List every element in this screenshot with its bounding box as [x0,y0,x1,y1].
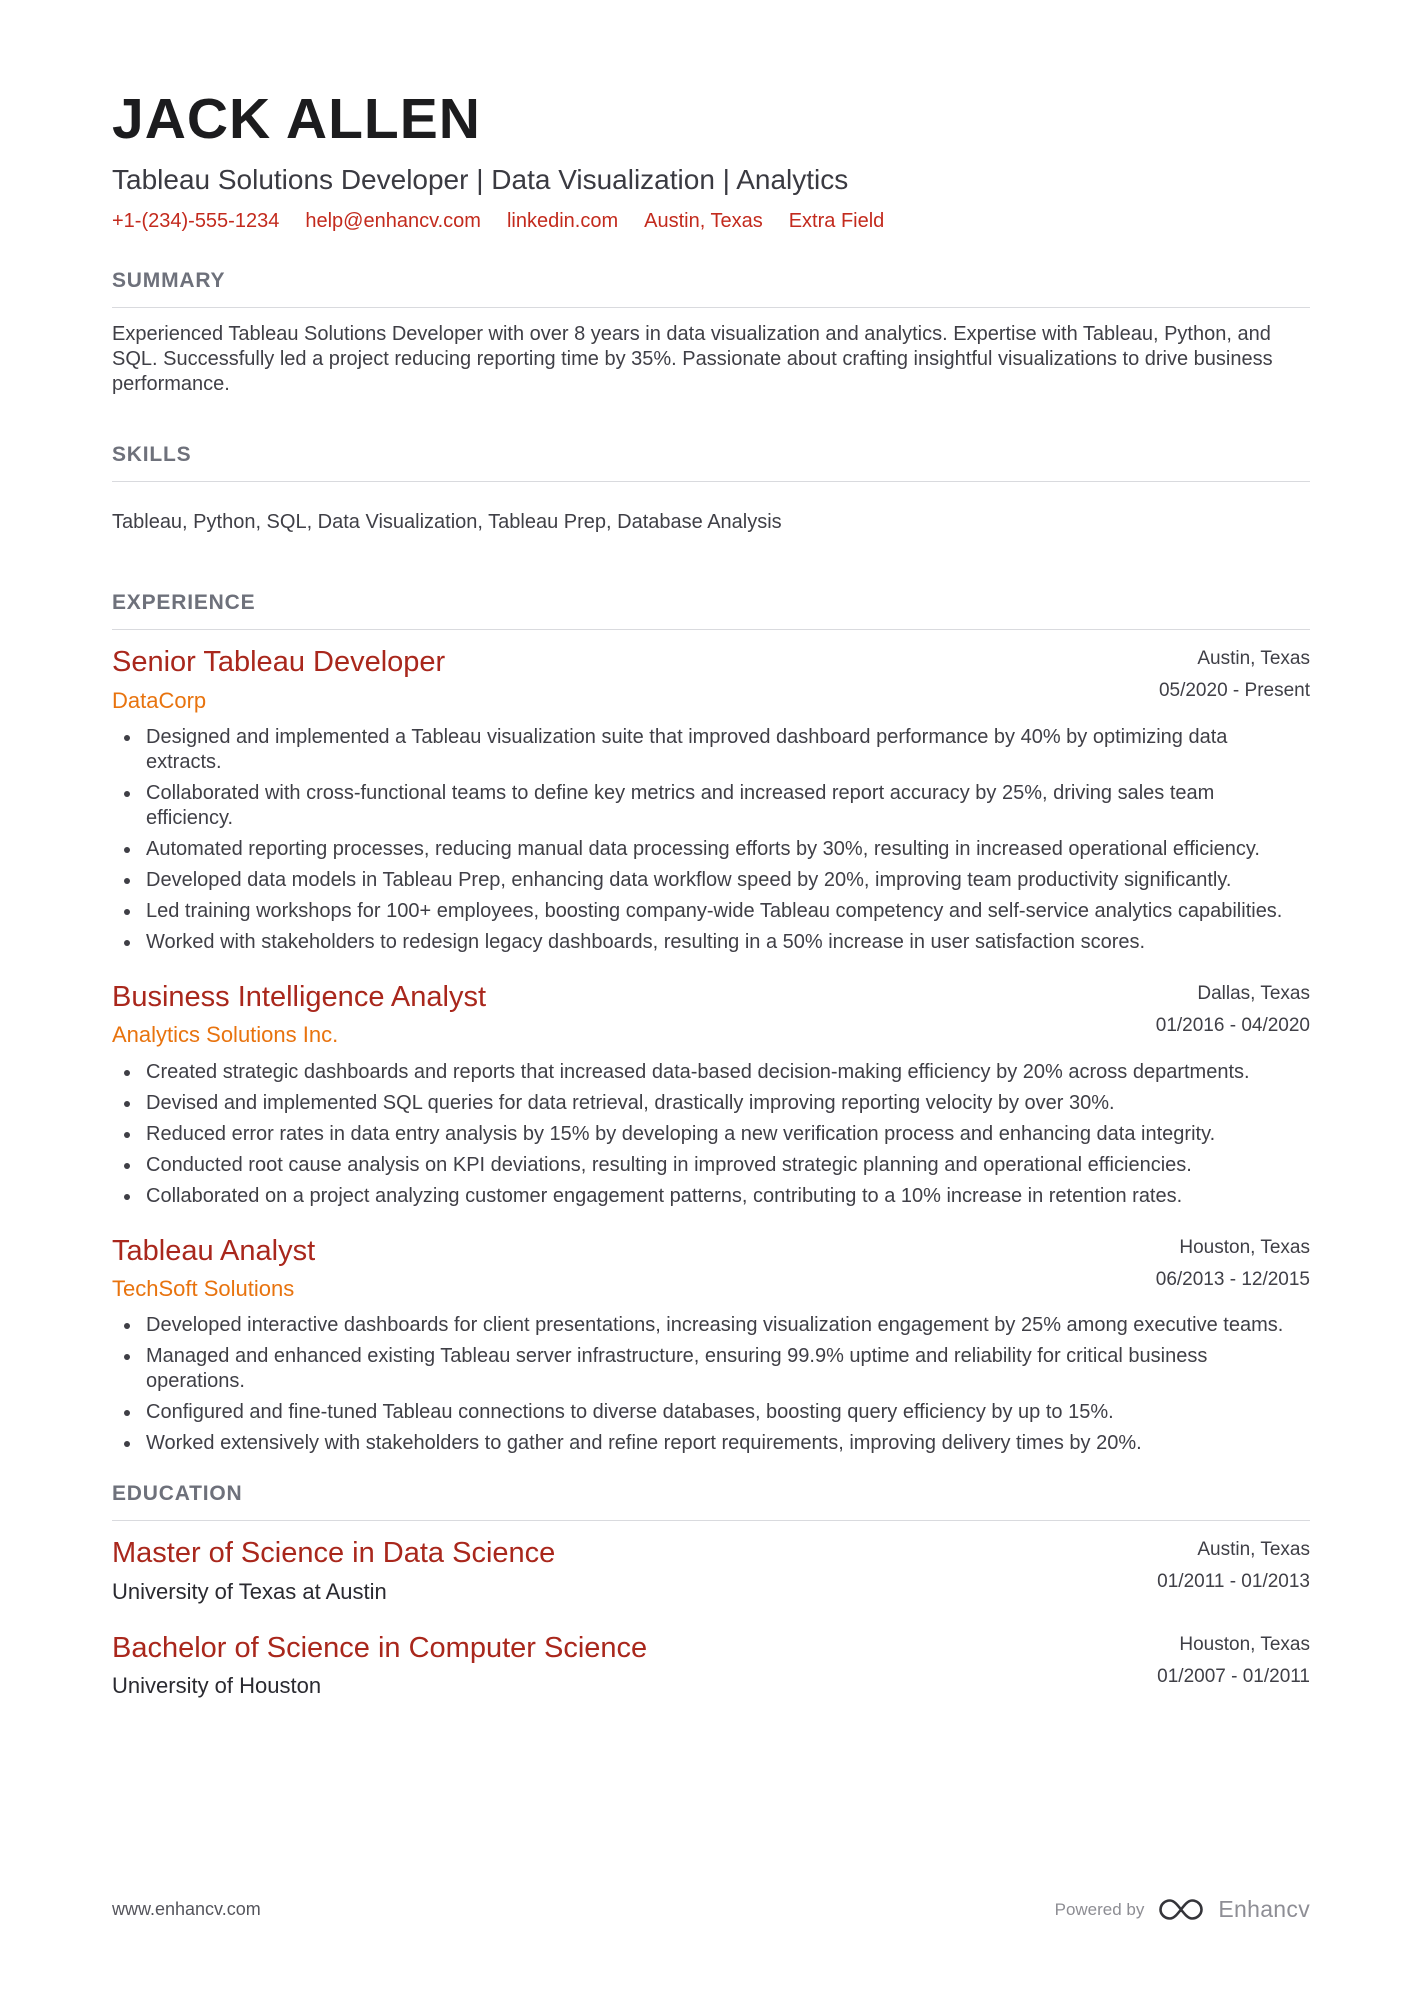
degree-dates: 01/2011 - 01/2013 [1157,1571,1310,1593]
experience-heading: EXPERIENCE [112,591,1310,630]
job-bullet: • Managed and enhanced existing Tableau server infrastructure, ensuring 99.9% uptime and reliability for critical business operations. [142,1344,1292,1394]
job-location: Dallas, Texas [1197,982,1310,1004]
company-name: TechSoft Solutions [112,1275,295,1301]
job-bullet: • Led training workshops for 100+ employees, boosting company-wide Tableau competency and self-service analytics capabilities. [142,899,1292,924]
degree-location: Houston, Texas [1179,1633,1310,1655]
degree-meta [1157,1632,1310,1688]
experience-item [112,1235,1310,1457]
job-bullet: • Reduced error rates in data entry analysis by 15% by developing a new verification process and enhancing data integrity. [142,1122,1292,1147]
degree-title: Bachelor of Science in Computer Science [112,1631,648,1664]
job-header [112,981,1310,1048]
footer-site-link[interactable]: www.enhancv.com [112,1899,261,1919]
job-bullet: • Worked with stakeholders to redesign legacy dashboards, resulting in a 50% increase in user satisfaction scores. [142,930,1292,955]
job-dates: 05/2020 - Present [1158,680,1310,702]
job-bullet: • Created strategic dashboards and reports that increased data-based decision-making efficiency by 20% across departments. [142,1060,1292,1085]
enhancv-brand-link[interactable] [1055,1896,1310,1923]
summary-heading: SUMMARY [112,269,1310,308]
degree-meta [1157,1537,1310,1593]
experience-item [112,646,1310,955]
job-bullet: • Devised and implemented SQL queries for data retrieval, drastically improving reporting velocity by over 30%. [142,1091,1292,1116]
candidate-name: JACK ALLEN [112,87,481,151]
job-header [112,646,1310,713]
skills-text: Tableau, Python, SQL, Data Visualization, Tableau Prep, Database Analysis [112,511,782,534]
degree-location: Austin, Texas [1197,1539,1310,1561]
powered-by-label: Powered by [1054,1899,1145,1919]
section-summary [112,269,1310,397]
summary-text: Experienced Tableau Solutions Developer with over 8 years in data visualization and analytics. Expertise with Tableau, Python, and SQL. Successfully led a project reducing reporting time by 35%. Passionate about crafting insightful visualizations to drive business performance. [112,323,1273,396]
degree-title: Master of Science in Data Science [112,1537,556,1570]
resume-header [112,88,1310,233]
job-location: Houston, Texas [1179,1236,1310,1258]
job-meta [1159,646,1310,702]
education-item [112,1632,1310,1699]
job-location: Austin, Texas [1197,648,1310,670]
experience-item [112,981,1310,1209]
section-experience [112,591,1310,1456]
job-title: Tableau Analyst [112,1234,316,1267]
education-item [112,1537,1310,1604]
job-header [112,1235,1310,1302]
job-bullet: • Developed data models in Tableau Prep, enhancing data workflow speed by 20%, improving team productivity significantly. [142,868,1292,893]
job-meta [1156,981,1310,1037]
degree-dates: 01/2007 - 01/2011 [1157,1665,1310,1687]
job-meta [1156,1235,1310,1291]
degree-header [112,1537,1310,1604]
job-bullet: • Configured and fine-tuned Tableau connections to diverse databases, boosting query efficiency by up to 15%. [142,1400,1292,1425]
job-bullet: • Automated reporting processes, reducing manual data processing efforts by 30%, resulting in increased operational efficiency. [142,837,1292,862]
school-name: University of Texas at Austin [112,1578,387,1604]
contact-row [112,210,1310,233]
education-heading: EDUCATION [112,1482,1310,1521]
company-name: Analytics Solutions Inc. [112,1022,339,1048]
job-dates: 01/2016 - 04/2020 [1155,1014,1310,1036]
contact-extra-field: Extra Field [788,210,885,233]
job-dates: 06/2013 - 12/2015 [1155,1268,1310,1290]
job-title: Business Intelligence Analyst [112,980,486,1013]
infinity-icon [1158,1898,1204,1921]
contact-phone[interactable]: +1-(234)-555-1234 [112,210,280,233]
candidate-title: Tableau Solutions Developer | Data Visualization | Analytics [112,163,849,195]
footer [112,1896,1310,1923]
job-bullet: • Developed interactive dashboards for client presentations, increasing visualization engagement by 25% among executive teams. [142,1313,1292,1338]
job-bullets [112,1060,1310,1209]
contact-location: Austin, Texas [644,210,763,233]
job-bullet: • Worked extensively with stakeholders to gather and refine report requirements, improving delivery times by 20%. [142,1431,1292,1456]
job-bullet: • Designed and implemented a Tableau visualization suite that improved dashboard performance by 40% by optimizing data extracts. [142,725,1292,775]
job-bullets [112,725,1310,955]
job-bullet: • Collaborated with cross-functional teams to define key metrics and increased report accuracy by 25%, driving sales team efficiency. [142,781,1292,831]
section-education [112,1482,1310,1698]
skills-heading: SKILLS [112,443,1310,482]
school-name: University of Houston [112,1673,322,1699]
job-bullet: • Conducted root cause analysis on KPI deviations, resulting in improved strategic planning and operational efficiencies. [142,1153,1292,1178]
contact-linkedin[interactable]: linkedin.com [506,210,619,233]
section-skills [112,443,1310,535]
enhancv-wordmark: Enhancv [1218,1896,1310,1922]
contact-email[interactable]: help@enhancv.com [305,210,481,233]
job-title: Senior Tableau Developer [112,646,446,679]
job-bullet: • Collaborated on a project analyzing customer engagement patterns, contributing to a 10% increase in retention rates. [142,1184,1292,1209]
job-bullets [112,1313,1310,1456]
company-name: DataCorp [112,687,207,713]
degree-header [112,1632,1310,1699]
